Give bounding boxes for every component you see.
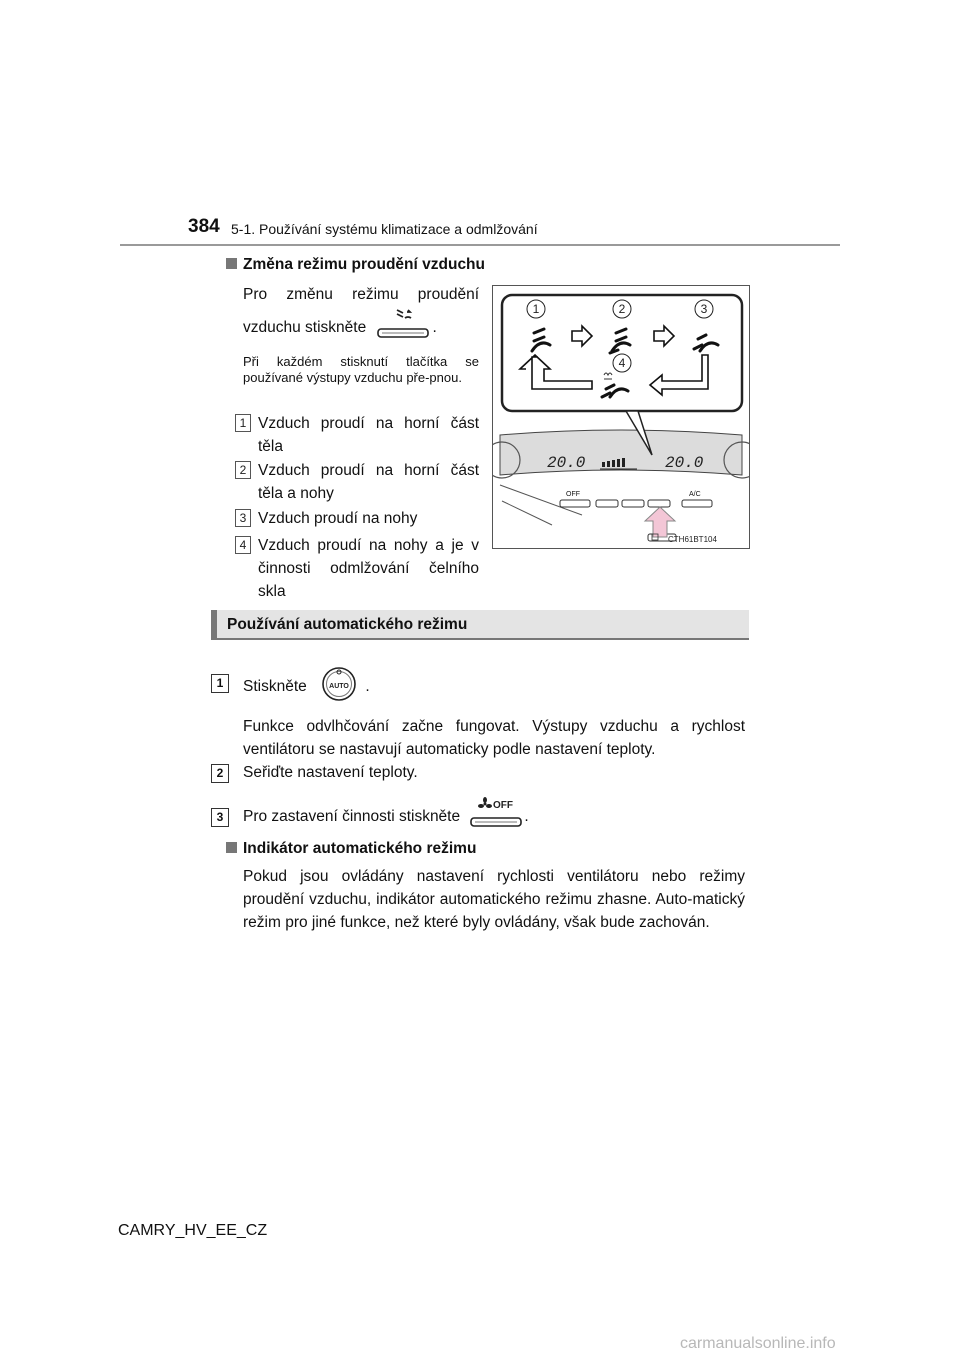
footer-model-code: CAMRY_HV_EE_CZ — [118, 1222, 268, 1239]
header-divider — [120, 244, 840, 246]
svg-text:OFF: OFF — [493, 800, 514, 811]
intro-line-1: Pro změnu režimu proudění — [243, 286, 479, 303]
step-number: 2 — [211, 764, 229, 783]
airflow-mode-button-icon — [375, 306, 431, 340]
callout-2: 2 — [618, 302, 626, 316]
square-bullet-icon — [226, 842, 237, 853]
fan-off-button-icon — [468, 795, 524, 829]
list-item: 3 Vzduch proudí na nohy — [235, 507, 479, 530]
svg-text:AUTO: AUTO — [329, 683, 349, 690]
intro-line-2: vzduchu stiskněte . — [243, 316, 437, 340]
list-item: 4 Vzduch proudí na nohy a je v činnosti odmlžování čelního skla — [235, 534, 479, 603]
list-item: 2 Vzduch proudí na horní část těla a nohy — [235, 459, 479, 505]
section-divider — [211, 638, 749, 640]
square-bullet-icon — [226, 258, 237, 269]
watermark: carmanualsonline.info — [680, 1335, 836, 1352]
page-number: 384 — [188, 216, 220, 237]
callout-3: 3 — [700, 302, 708, 316]
airflow-mode-figure — [492, 285, 750, 549]
step-number: 3 — [211, 808, 229, 827]
callout-4: 4 — [618, 356, 626, 370]
step-1-text: Stiskněte AUTO . — [243, 672, 370, 702]
section-heading-airflow: Změna režimu proudění vzduchu — [226, 256, 485, 274]
step-3-text: Pro zastavení činnosti stiskněte OFF . — [243, 805, 529, 829]
step-number: 1 — [211, 674, 229, 693]
display-temp-left: 20.0 — [547, 454, 586, 472]
auto-button-icon — [319, 662, 359, 702]
section-title-auto-mode: Používání automatického režimu — [211, 610, 749, 638]
list-item: 1 Vzduch proudí na horní část těla — [235, 412, 479, 458]
sub-heading-auto-indicator: Indikátor automatického režimu — [226, 840, 476, 858]
mode-switch-note: Při každém stisknutí tlačítka se používané výstupy vzduchu pře-pnou. — [243, 354, 479, 385]
off-button-label: OFF — [566, 491, 580, 498]
figure-code: CTH61BT104 — [668, 535, 717, 544]
callout-1: 1 — [532, 302, 540, 316]
step-2-text: Seřiďte nastavení teploty. — [243, 764, 418, 781]
display-temp-right: 20.0 — [665, 454, 704, 472]
ac-button-label: A/C — [689, 491, 701, 498]
chapter-title: 5-1. Používání systému klimatizace a odmlžování — [231, 221, 538, 237]
auto-indicator-text: Pokud jsou ovládány nastavení rychlosti ventilátoru nebo režimy proudění vzduchu, indikátor automatického režimu zhasne. Auto-matický režim pro jiné funkce, než které byly ovládány, však bude zachován. — [243, 868, 745, 931]
step-1-description: Funkce odvlhčování začne fungovat. Výstupy vzduchu a rychlost ventilátoru se nastavují automaticky podle nastavení teploty. — [243, 718, 745, 758]
